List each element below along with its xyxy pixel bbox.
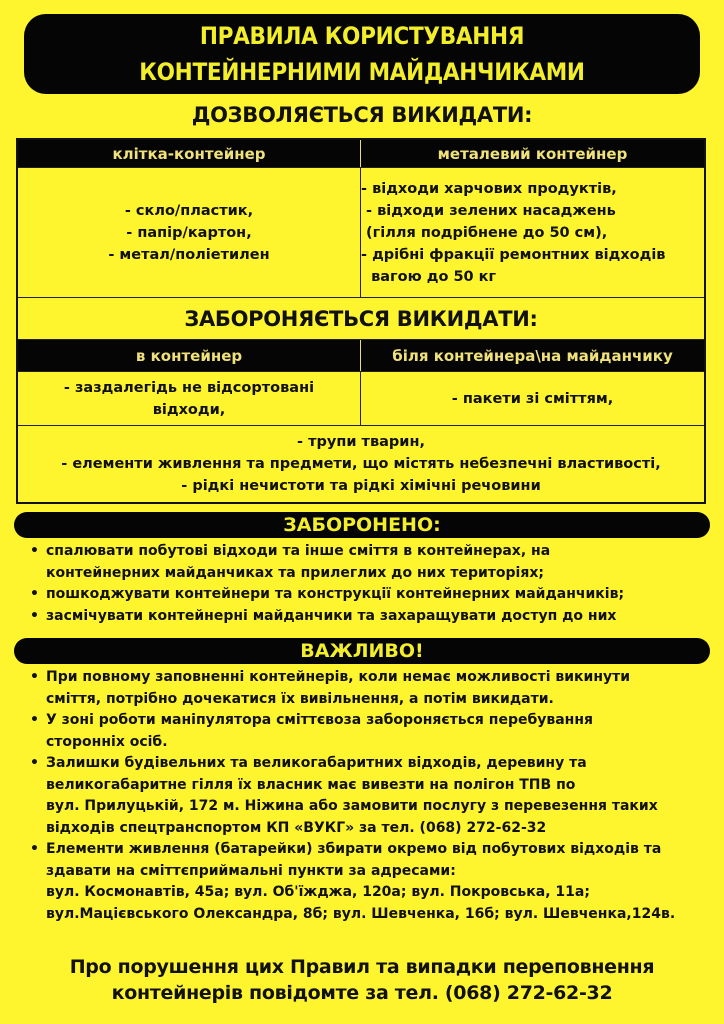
bullet-icon: • bbox=[30, 841, 39, 857]
allowed-heading: ДОЗВОЛЯЄТЬСЯ ВИКИДАТИ: bbox=[191, 103, 533, 127]
title-line-1: ПРАВИЛА КОРИСТУВАННЯ bbox=[199, 22, 525, 50]
forbidden-dump-heading: ЗАБОРОНЯЄТЬСЯ ВИКИДАТИ: bbox=[184, 306, 538, 331]
allowed-header-row bbox=[18, 140, 704, 168]
important-list bbox=[28, 667, 708, 925]
footer-notice bbox=[0, 954, 724, 1006]
important-heading: ВАЖЛИВО! bbox=[300, 640, 424, 662]
item-line: Елементи живлення (батарейки) збирати окремо від побутових відходів та bbox=[46, 841, 662, 857]
near-container-items bbox=[361, 372, 704, 425]
item-line: сторонніх осіб. bbox=[46, 733, 168, 750]
near-container-item: - пакети зі сміттям, bbox=[451, 390, 614, 407]
prohibited-item bbox=[28, 584, 708, 606]
prohibited-banner bbox=[14, 512, 710, 538]
column-in-container: в контейнер bbox=[18, 340, 361, 371]
item-line: вул. Прилуцькій, 172 м. Ніжина або замовити послугу з перевезення таких bbox=[46, 798, 658, 814]
item-line: У зоні роботи маніпулятора сміттєвоза забороняється перебування bbox=[46, 712, 594, 728]
title-banner bbox=[24, 14, 700, 94]
allowed-items-row bbox=[18, 168, 704, 298]
bullet-icon: • bbox=[30, 712, 39, 728]
cage-item: - метал/поліетилен bbox=[108, 246, 270, 263]
item-line: пошкоджувати контейнери та конструкції контейнерних майданчиків; bbox=[46, 586, 625, 602]
item-line: Залишки будівельних та великогабаритних відходів, деревину та bbox=[46, 755, 587, 771]
general-item: - елементи живлення та предмети, що містять небезпечні властивості, bbox=[61, 456, 661, 472]
column-metal-container: металевий контейнер bbox=[437, 144, 628, 163]
general-item: - трупи тварин, bbox=[297, 434, 425, 450]
cage-item: - папір/картон, bbox=[126, 224, 252, 241]
forbidden-heading-row bbox=[18, 298, 704, 340]
item-line: При повному заповненні контейнерів, коли немає можливості викинути bbox=[46, 669, 631, 685]
item-line: спалювати побутові відходи та інше сміття в контейнерах, на bbox=[46, 543, 551, 559]
metal-item: - дрібні фракції ремонтних відходів bbox=[361, 246, 666, 263]
in-container-items bbox=[18, 372, 361, 425]
item-line: контейнерних майданчиках та прилеглих до них територіях; bbox=[46, 564, 544, 581]
column-near-container: біля контейнера\на майданчику bbox=[392, 346, 673, 365]
cage-item: - скло/пластик, bbox=[124, 202, 254, 219]
bullet-icon: • bbox=[30, 586, 39, 602]
metal-item: - відходи зелених насаджень bbox=[361, 202, 616, 219]
bullet-icon: • bbox=[30, 607, 39, 624]
disposal-rules-table bbox=[16, 138, 706, 504]
important-item bbox=[28, 710, 708, 753]
item-line: сміття, потрібно дочекатися їх вивільнення, а потім викидати. bbox=[46, 690, 554, 707]
prohibited-heading: ЗАБОРОНЕНО: bbox=[283, 514, 441, 536]
item-line: вул.Мацієвського Олександра, 8б; вул. Шевченка, 16б; вул. Шевченка,124в. bbox=[46, 905, 676, 922]
title-line-2: КОНТЕЙНЕРНИМИ МАЙДАНЧИКАМИ bbox=[139, 58, 585, 86]
bullet-icon: • bbox=[30, 669, 39, 685]
item-line: відходів спецтранспортом КП «ВУКГ» за тел. (068) 272-62-32 bbox=[46, 819, 547, 836]
cage-container-items bbox=[18, 168, 361, 297]
in-container-item: - заздалегідь не відсортовані bbox=[63, 379, 315, 396]
important-banner bbox=[14, 638, 710, 664]
item-line: великогабаритне гілля їх власник має вивезти на полігон ТПВ по bbox=[46, 776, 576, 793]
important-item bbox=[28, 839, 708, 925]
bullet-icon: • bbox=[30, 755, 39, 771]
footer-line-2: контейнерів повідомте за тел. (068) 272-62-32 bbox=[111, 982, 613, 1004]
prohibited-item bbox=[28, 606, 708, 628]
in-container-item: відходи, bbox=[152, 401, 226, 418]
bullet-icon: • bbox=[30, 543, 39, 559]
forbidden-general-items bbox=[18, 426, 704, 502]
column-cage-container: клітка-контейнер bbox=[18, 140, 361, 167]
footer-line-1: Про порушення цих Правил та випадки переповнення bbox=[69, 956, 655, 978]
important-item bbox=[28, 667, 708, 710]
item-line: здавати на сміттєприймальні пункти за адресами: bbox=[46, 862, 456, 879]
forbidden-header-row bbox=[18, 340, 704, 372]
metal-item: вагою до 50 кг bbox=[361, 268, 497, 285]
forbidden-general-row bbox=[18, 426, 704, 502]
item-line: вул. Космонавтів, 45а; вул. Об'їжджа, 120а; вул. Покровська, 11а; bbox=[46, 884, 590, 900]
metal-item: - відходи харчових продуктів, bbox=[361, 180, 617, 197]
important-item bbox=[28, 753, 708, 839]
metal-item: (гілля подрібнене до 50 см), bbox=[361, 224, 608, 241]
prohibited-list bbox=[28, 541, 708, 627]
general-item: - рідкі нечистоти та рідкі хімічні речовини bbox=[181, 478, 541, 494]
metal-container-items bbox=[361, 168, 704, 297]
forbidden-items-row bbox=[18, 372, 704, 426]
prohibited-item bbox=[28, 541, 708, 584]
item-line: засмічувати контейнерні майданчики та захаращувати доступ до них bbox=[46, 607, 617, 624]
